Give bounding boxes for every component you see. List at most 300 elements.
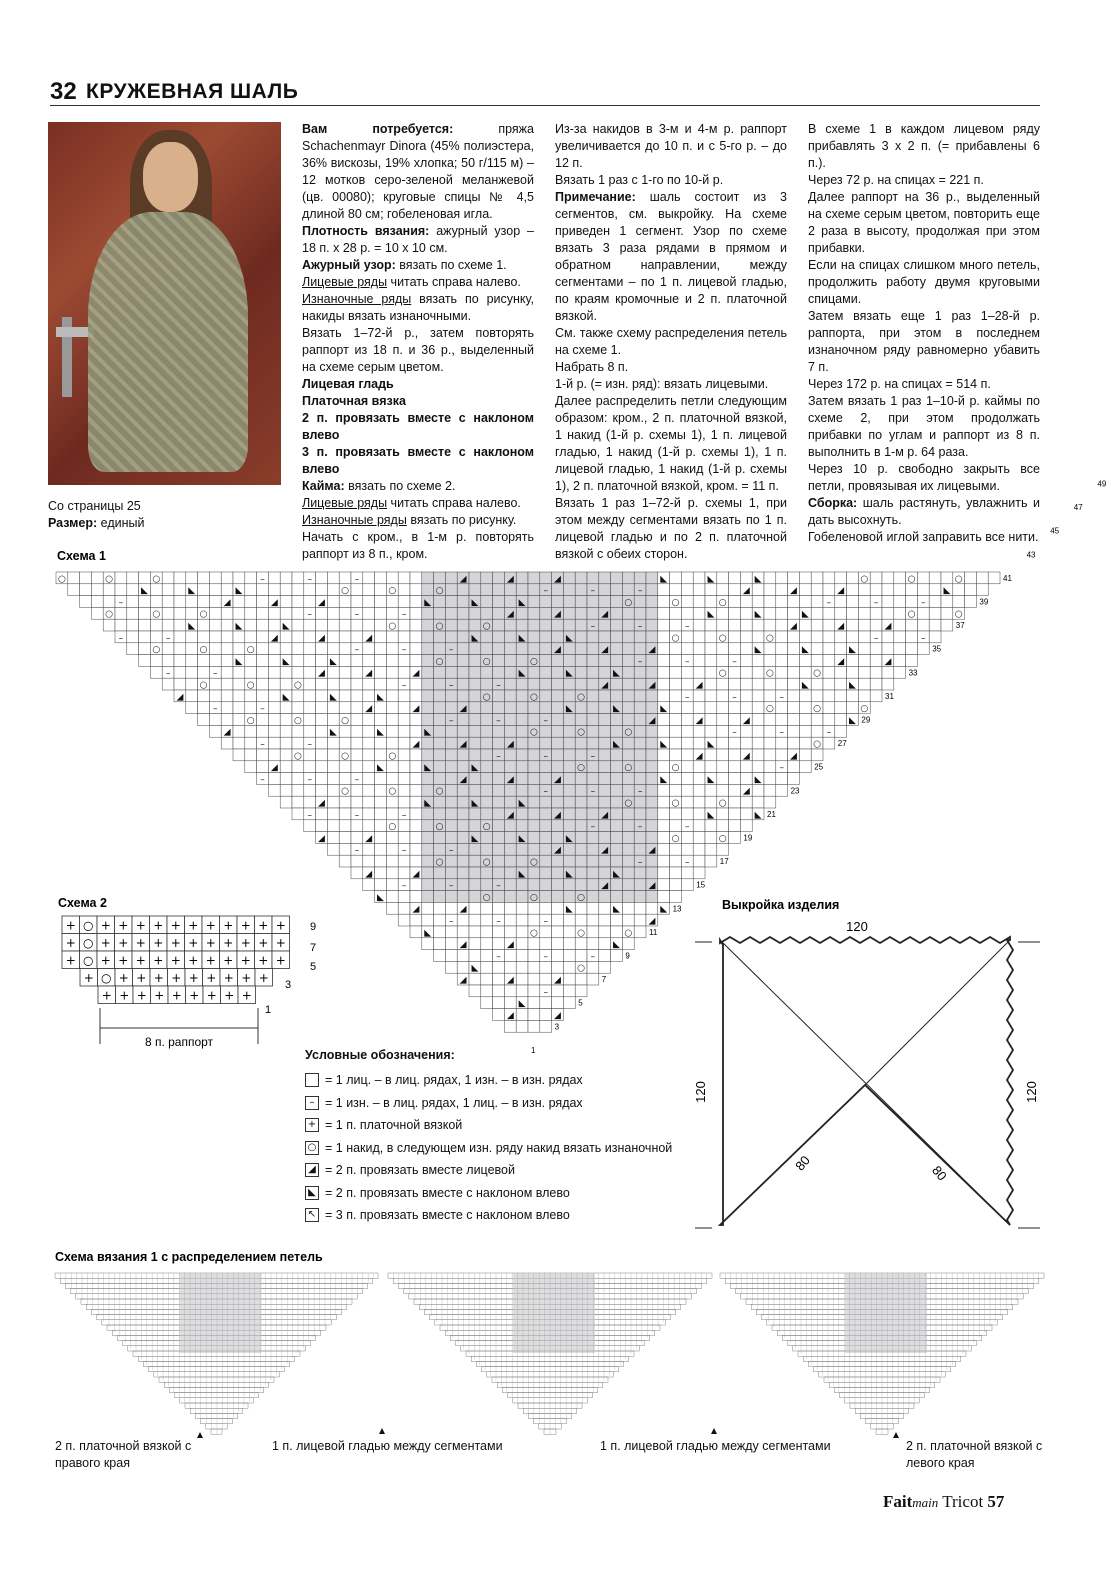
stitch-symbol: ○ xyxy=(246,680,255,691)
grid-cell xyxy=(493,607,505,619)
grid-cell xyxy=(670,619,682,631)
stitch-symbol: + xyxy=(170,936,181,950)
grid-cell xyxy=(469,926,481,938)
grid-cell xyxy=(174,678,186,690)
grid-cell xyxy=(611,607,623,619)
grid-cell xyxy=(351,619,363,631)
stitch-symbol: ○ xyxy=(105,574,114,585)
grid-cell xyxy=(363,655,375,667)
grid-cell xyxy=(469,914,481,926)
stitch-symbol: ◣ xyxy=(282,656,290,667)
stitch-symbol: ○ xyxy=(341,751,350,762)
grid-cell xyxy=(552,584,564,596)
grid-cell xyxy=(953,596,965,608)
stitch-symbol: ◣ xyxy=(754,645,762,656)
stitch-symbol: – xyxy=(590,786,596,797)
grid-cell xyxy=(634,666,646,678)
grid-cell xyxy=(221,584,233,596)
grid-cell xyxy=(139,607,151,619)
grid-cell xyxy=(740,773,752,785)
pattern-title: Выкройка изделия xyxy=(722,898,840,912)
grid-cell xyxy=(858,596,870,608)
grid-cell xyxy=(504,619,516,631)
grid-cell xyxy=(646,855,658,867)
grid-cell xyxy=(504,596,516,608)
row-label: 41 xyxy=(1003,573,1012,583)
grid-cell xyxy=(835,666,847,678)
grid-cell xyxy=(481,796,493,808)
grid-cell xyxy=(363,584,375,596)
stitch-symbol: + xyxy=(258,953,269,968)
grid-cell xyxy=(776,702,788,714)
grid-cell xyxy=(587,725,599,737)
grid-cell xyxy=(599,584,611,596)
grid-cell xyxy=(422,572,434,584)
stitch-symbol: – xyxy=(354,645,360,656)
grid-cell xyxy=(139,655,151,667)
grid-cell xyxy=(552,820,564,832)
grid-cell xyxy=(257,631,269,643)
grid-cell xyxy=(457,643,469,655)
grid-cell xyxy=(445,725,457,737)
stitch-symbol: ◣ xyxy=(188,586,196,597)
stitch-symbol: ◢ xyxy=(837,586,845,597)
stitch-symbol: ◣ xyxy=(518,999,526,1010)
stitch-symbol: ◢ xyxy=(412,668,420,679)
grid-cell xyxy=(410,584,422,596)
grid-cell xyxy=(233,666,245,678)
grid-cell xyxy=(493,702,505,714)
legend-row xyxy=(305,1117,462,1133)
grid-cell xyxy=(398,619,410,631)
grid-cell xyxy=(764,596,776,608)
grid-cell xyxy=(493,843,505,855)
grid-cell xyxy=(540,655,552,667)
grid-cell xyxy=(611,584,623,596)
stitch-symbol: – xyxy=(449,645,454,656)
grid-cell xyxy=(481,926,493,938)
grid-cell xyxy=(150,619,162,631)
stitch-symbol: – xyxy=(590,951,596,962)
para-text: Если на спицах слишком много петель, продолжить работу двумя круговыми спицами. xyxy=(808,258,1040,306)
grid-cell xyxy=(327,596,339,608)
grid-cell xyxy=(410,761,422,773)
grid-cell xyxy=(740,643,752,655)
grid-cell xyxy=(257,725,269,737)
grid-cell xyxy=(327,666,339,678)
grid-cell xyxy=(587,607,599,619)
grid-cell xyxy=(528,607,540,619)
grid-cell xyxy=(587,572,599,584)
grid-cell xyxy=(611,655,623,667)
grid-cell xyxy=(103,619,115,631)
grid-cell xyxy=(894,572,906,584)
grid-cell xyxy=(410,808,422,820)
grid-cell xyxy=(327,761,339,773)
stitch-symbol: – xyxy=(496,881,501,892)
grid-cell xyxy=(552,678,564,690)
grid-cell xyxy=(693,619,705,631)
grid-cell xyxy=(339,820,351,832)
grid-cell xyxy=(587,902,599,914)
grid-cell xyxy=(115,619,127,631)
grid-cell xyxy=(540,832,552,844)
grid-cell xyxy=(469,702,481,714)
stitch-symbol: – xyxy=(354,574,360,585)
grid-cell xyxy=(481,702,493,714)
grid-cell xyxy=(552,867,564,879)
grid-cell xyxy=(611,690,623,702)
stitch-symbol: – xyxy=(543,715,548,726)
stitch-symbol: ◢ xyxy=(554,810,561,821)
grid-cell xyxy=(481,997,493,1009)
row-label: 3 xyxy=(285,979,292,991)
grid-cell xyxy=(493,796,505,808)
grid-cell xyxy=(398,631,410,643)
grid-cell xyxy=(563,879,575,891)
grid-cell xyxy=(622,666,634,678)
grid-cell xyxy=(988,572,1000,584)
grid-cell xyxy=(398,891,410,903)
grid-cell xyxy=(280,631,292,643)
grid-cell xyxy=(705,725,717,737)
grid-cell xyxy=(788,666,800,678)
grid-cell xyxy=(292,690,304,702)
grid-cell xyxy=(292,596,304,608)
grid-cell xyxy=(445,796,457,808)
grid-cell xyxy=(434,666,446,678)
grid-cell xyxy=(693,773,705,785)
grid-cell xyxy=(457,914,469,926)
grid-cell xyxy=(799,584,811,596)
para-bold: Ажурный узор: xyxy=(302,258,396,272)
grid-cell xyxy=(316,702,328,714)
grid-cell xyxy=(457,690,469,702)
grid-cell xyxy=(611,914,623,926)
grid-cell xyxy=(552,702,564,714)
grid-cell xyxy=(634,796,646,808)
grid-cell xyxy=(540,867,552,879)
stitch-symbol: + xyxy=(65,953,76,968)
grid-cell xyxy=(327,773,339,785)
grid-cell xyxy=(528,678,540,690)
stitch-symbol: ◢ xyxy=(601,609,609,620)
stitch-symbol: ○ xyxy=(529,692,538,703)
grid-cell xyxy=(552,832,564,844)
stitch-symbol: + xyxy=(223,953,234,968)
grid-cell xyxy=(552,938,564,950)
para-text: Вязать 1–72-й р., затем повторять раппорт из 18 п. и 36 р., выделенный на схеме серым цветом. xyxy=(302,326,534,374)
grid-cell xyxy=(481,737,493,749)
stitch-symbol: ◣ xyxy=(565,633,573,644)
grid-cell xyxy=(127,584,139,596)
grid-cell xyxy=(622,891,634,903)
grid-cell xyxy=(398,596,410,608)
grid-cell xyxy=(528,1020,540,1032)
grid-cell xyxy=(386,596,398,608)
grid-cell xyxy=(410,619,422,631)
grid-cell xyxy=(622,714,634,726)
grid-cell xyxy=(493,855,505,867)
grid-cell xyxy=(292,572,304,584)
grid-cell xyxy=(965,584,977,596)
grid-cell xyxy=(221,702,233,714)
grid-cell xyxy=(681,879,693,891)
grid-cell xyxy=(823,631,835,643)
stitch-symbol: ◣ xyxy=(613,869,620,880)
grid-cell xyxy=(127,631,139,643)
grid-cell xyxy=(870,619,882,631)
grid-cell xyxy=(268,714,280,726)
stitch-symbol: + xyxy=(100,953,111,968)
grid-cell xyxy=(622,690,634,702)
grid-cell xyxy=(670,572,682,584)
grid-cell xyxy=(575,714,587,726)
grid-cell xyxy=(764,572,776,584)
size-label: Размер: xyxy=(48,516,98,530)
grid-cell xyxy=(445,666,457,678)
stitch-symbol: + xyxy=(258,918,269,933)
grid-cell xyxy=(847,584,859,596)
grid-cell xyxy=(80,596,92,608)
grid-cell xyxy=(221,690,233,702)
grid-cell xyxy=(528,643,540,655)
grid-cell xyxy=(398,572,410,584)
stitch-symbol: ◣ xyxy=(141,586,148,597)
stitch-symbol: ○ xyxy=(813,704,822,715)
grid-cell xyxy=(469,973,481,985)
stitch-symbol: ◣ xyxy=(707,574,715,585)
stitch-symbol: – xyxy=(354,774,360,785)
grid-cell xyxy=(457,631,469,643)
grid-cell xyxy=(764,784,776,796)
grid-cell xyxy=(386,761,398,773)
grid-cell xyxy=(693,690,705,702)
grid-cell xyxy=(481,773,493,785)
grid-cell xyxy=(481,808,493,820)
grid-cell xyxy=(422,914,434,926)
stitch-symbol: – xyxy=(685,822,690,833)
grid-cell xyxy=(705,631,717,643)
grid-cell xyxy=(280,643,292,655)
grid-cell xyxy=(799,761,811,773)
stitch-symbol: ◣ xyxy=(707,739,715,750)
grid-cell xyxy=(504,655,516,667)
stitch-symbol: ◢ xyxy=(506,574,514,585)
grid-cell xyxy=(186,690,198,702)
stitch-symbol: ◣ xyxy=(754,774,762,785)
grid-cell xyxy=(670,843,682,855)
stitch-symbol: ○ xyxy=(152,574,161,585)
grid-cell xyxy=(587,737,599,749)
grid-cell xyxy=(681,596,693,608)
grid-cell xyxy=(575,619,587,631)
grid-cell xyxy=(717,619,729,631)
grid-cell xyxy=(410,643,422,655)
grid-cell xyxy=(351,666,363,678)
grid-cell xyxy=(528,879,540,891)
grid-cell xyxy=(646,902,658,914)
grid-cell xyxy=(634,914,646,926)
grid-cell xyxy=(788,596,800,608)
grid-cell xyxy=(422,773,434,785)
grid-cell xyxy=(705,678,717,690)
grid-cell xyxy=(493,820,505,832)
grid-cell xyxy=(351,714,363,726)
grid-cell xyxy=(422,702,434,714)
grid-cell xyxy=(717,749,729,761)
grid-cell xyxy=(410,796,422,808)
stitch-symbol: ◣ xyxy=(707,774,715,785)
grid-cell xyxy=(268,749,280,761)
grid-cell xyxy=(575,938,587,950)
grid-cell xyxy=(658,808,670,820)
stitch-symbol: – xyxy=(449,845,454,856)
grid-cell xyxy=(823,737,835,749)
grid-cell xyxy=(776,607,788,619)
stitch-symbol: ◣ xyxy=(282,692,290,703)
grid-cell xyxy=(410,572,422,584)
grid-cell xyxy=(563,678,575,690)
stitch-symbol: ◢ xyxy=(742,751,750,762)
grid-cell xyxy=(434,879,446,891)
grid-cell xyxy=(540,855,552,867)
grid-cell xyxy=(481,843,493,855)
dist-row xyxy=(138,1356,295,1361)
grid-cell xyxy=(339,607,351,619)
brand-tricot: Tricot xyxy=(938,1492,984,1511)
grid-cell xyxy=(280,737,292,749)
grid-cell xyxy=(339,808,351,820)
grid-cell xyxy=(469,843,481,855)
grid-cell xyxy=(127,643,139,655)
legend-row xyxy=(305,1162,515,1178)
grid-cell xyxy=(504,997,516,1009)
grid-cell xyxy=(811,631,823,643)
stitch-symbol: ◣ xyxy=(377,727,384,738)
stitch-symbol: – xyxy=(543,951,548,962)
stitch-symbol: – xyxy=(401,680,407,691)
grid-cell xyxy=(469,737,481,749)
grid-cell xyxy=(599,714,611,726)
grid-cell xyxy=(764,796,776,808)
grid-cell xyxy=(445,832,457,844)
grid-cell xyxy=(457,725,469,737)
grid-cell xyxy=(516,678,528,690)
grid-cell xyxy=(174,584,186,596)
grid-cell xyxy=(493,761,505,773)
stitch-symbol: ◢ xyxy=(412,704,420,715)
row-label: 23 xyxy=(790,786,800,796)
grid-cell xyxy=(528,820,540,832)
grid-cell xyxy=(469,607,481,619)
grid-cell xyxy=(493,655,505,667)
grid-cell xyxy=(575,773,587,785)
grid-cell xyxy=(599,961,611,973)
stitch-symbol: + xyxy=(223,971,234,985)
grid-cell xyxy=(150,666,162,678)
grid-cell xyxy=(457,761,469,773)
grid-cell xyxy=(528,950,540,962)
grid-cell xyxy=(304,761,316,773)
grid-cell xyxy=(587,832,599,844)
grid-cell xyxy=(316,655,328,667)
grid-cell xyxy=(469,619,481,631)
row-label: 49 xyxy=(1097,479,1107,489)
grid-cell xyxy=(847,690,859,702)
grid-cell xyxy=(575,914,587,926)
grid-cell xyxy=(681,572,693,584)
grid-cell xyxy=(587,867,599,879)
grid-cell xyxy=(587,879,599,891)
legend-row xyxy=(305,1072,583,1088)
stitch-symbol: + xyxy=(136,971,147,985)
grid-cell xyxy=(658,619,670,631)
grid-cell xyxy=(599,596,611,608)
grid-cell xyxy=(540,891,552,903)
grid-cell xyxy=(233,725,245,737)
stitch-symbol: ○ xyxy=(624,798,633,809)
grid-cell xyxy=(917,572,929,584)
grid-cell xyxy=(363,690,375,702)
grid-cell xyxy=(398,855,410,867)
grid-cell xyxy=(457,714,469,726)
grid-cell xyxy=(764,761,776,773)
grid-cell xyxy=(493,973,505,985)
grid-cell xyxy=(528,867,540,879)
grid-cell xyxy=(717,843,729,855)
grid-cell xyxy=(398,902,410,914)
stitch-symbol: ○ xyxy=(671,597,680,608)
grid-cell xyxy=(351,867,363,879)
grid-cell xyxy=(327,796,339,808)
grid-cell xyxy=(823,690,835,702)
stitch-symbol: ○ xyxy=(577,763,586,774)
stitch-symbol: – xyxy=(496,951,501,962)
row-label: 47 xyxy=(1073,503,1083,513)
row-label: 33 xyxy=(908,668,918,678)
dist-row xyxy=(175,1393,259,1398)
grid-cell xyxy=(445,655,457,667)
para-text: Гобеленовой иглой заправить все нити. xyxy=(808,530,1039,544)
para-text: вязать по рисунку. xyxy=(406,513,517,527)
grid-cell xyxy=(540,997,552,1009)
stitch-symbol: ○ xyxy=(529,892,538,903)
grid-cell xyxy=(434,832,446,844)
grid-cell xyxy=(410,749,422,761)
grid-cell xyxy=(705,702,717,714)
stitch-symbol: ◣ xyxy=(801,680,809,691)
para-text: Из-за накидов в 3-м и 4-м р. раппорт увеличивается до 10 п. и с 5-го р. – до 12 п. xyxy=(555,122,787,170)
stitch-symbol: ◣ xyxy=(329,692,337,703)
para-text: Через 172 р. на спицах = 514 п. xyxy=(808,377,991,391)
grid-cell xyxy=(705,843,717,855)
row-label: 45 xyxy=(1050,526,1060,536)
grid-cell xyxy=(445,938,457,950)
grid-cell xyxy=(681,796,693,808)
dist-note-3: 1 п. лицевой гладью между сегментами xyxy=(600,1439,831,1453)
grid-cell xyxy=(563,761,575,773)
para-text: Через 72 р. на спицах = 221 п. xyxy=(808,173,984,187)
grid-cell xyxy=(445,867,457,879)
grid-cell xyxy=(552,926,564,938)
stitch-symbol: ◢ xyxy=(412,904,420,915)
grid-cell xyxy=(375,843,387,855)
grid-cell xyxy=(469,749,481,761)
grid-cell xyxy=(717,572,729,584)
stitch-symbol: ○ xyxy=(765,633,774,644)
stitch-symbol: – xyxy=(401,609,407,620)
